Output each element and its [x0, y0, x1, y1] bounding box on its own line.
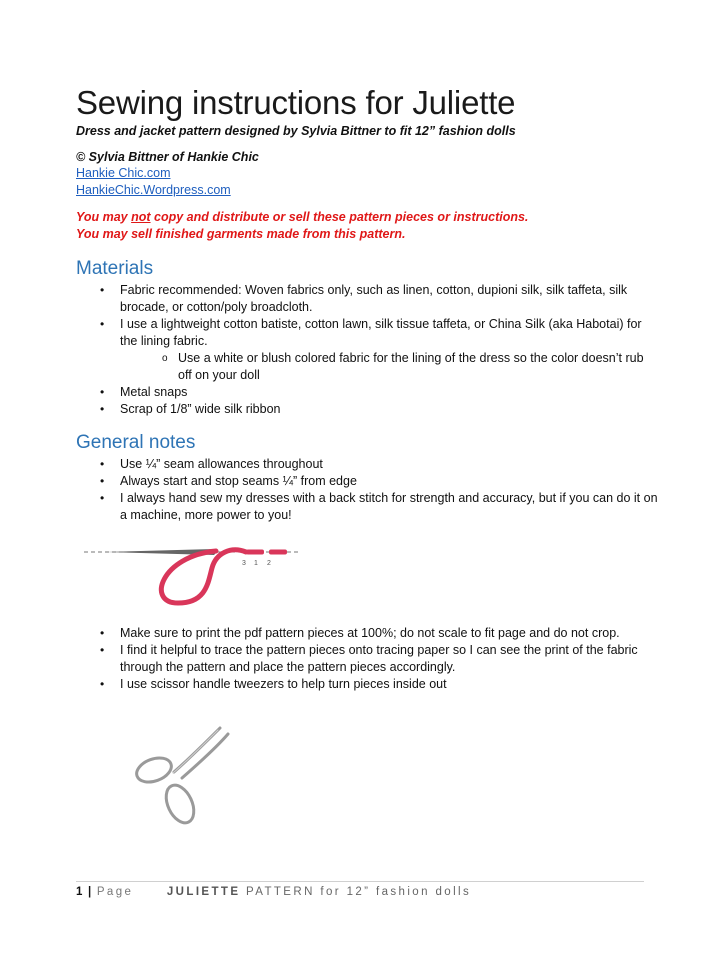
bullet-icon: • — [100, 385, 105, 399]
bullet-icon: • — [100, 283, 105, 297]
stitch-label-1: 1 — [254, 560, 258, 567]
page-footer — [76, 886, 471, 898]
stitch-label-3: 3 — [242, 560, 246, 567]
footer-title-rest: PATTERN for 12” fashion dolls — [246, 886, 472, 898]
list-item-text: Always start and stop seams ¼” from edge — [120, 474, 357, 488]
page-number: 1 — [76, 886, 83, 898]
copy-warning-not: not — [131, 210, 151, 224]
page-subtitle: Dress and jacket pattern designed by Sylvia Bittner to fit 12” fashion dolls — [76, 124, 516, 138]
copy-warning-post: copy and distribute or sell these pattern pieces or instructions. — [150, 210, 529, 224]
page-word: Page — [96, 886, 134, 898]
hankie-chic-link[interactable]: Hankie Chic.com — [76, 166, 171, 180]
bullet-icon: • — [100, 677, 105, 691]
stitch-label-2: 2 — [267, 560, 271, 567]
list-item — [100, 473, 660, 490]
footer-separator: | — [88, 886, 92, 898]
list-item — [100, 401, 660, 418]
list-item — [100, 642, 660, 676]
general-notes-list — [100, 456, 660, 524]
sell-notice: You may sell finished garments made from this pattern. — [76, 227, 406, 241]
copyright-line: © Sylvia Bittner of Hankie Chic — [76, 150, 259, 164]
copy-warning-pre: You may — [76, 210, 132, 224]
bullet-icon: • — [100, 457, 105, 471]
bullet-icon: • — [100, 491, 105, 505]
bullet-icon: • — [100, 626, 105, 640]
list-item — [100, 384, 660, 401]
materials-heading: Materials — [76, 258, 154, 279]
bullet-icon: • — [100, 474, 105, 488]
print-tips-list — [100, 625, 660, 693]
list-item — [100, 282, 660, 316]
tweezer-handle-loop — [161, 781, 200, 827]
bullet-icon: • — [100, 402, 105, 416]
sub-list-item-text: Use a white or blush colored fabric for the lining of the dress so the color doesn’t rub off on your doll — [178, 351, 644, 382]
list-item-text: I always hand sew my dresses with a back stitch for strength and accuracy, but if you can do it on a machine, more power to you! — [120, 491, 658, 522]
thread-loop — [161, 550, 246, 603]
stitch-mark — [246, 550, 264, 555]
sub-list-item — [120, 350, 660, 384]
bullet-icon: • — [100, 643, 105, 657]
list-item-text: Use ¼” seam allowances throughout — [120, 457, 323, 471]
copy-warning — [76, 210, 528, 224]
stitch-mark — [269, 550, 287, 555]
footer-divider — [76, 881, 644, 882]
footer-title-bold: JULIETTE — [166, 886, 241, 898]
page-title: Sewing instructions for Juliette — [76, 84, 516, 121]
list-item — [100, 625, 660, 642]
materials-list — [100, 282, 660, 418]
backstitch-needle-illustration — [66, 528, 306, 608]
list-item — [100, 676, 660, 693]
general-notes-heading: General notes — [76, 432, 196, 453]
list-item-text: Make sure to print the pdf pattern pieces at 100%; do not scale to fit page and do not crop. — [120, 626, 620, 640]
list-item — [100, 456, 660, 473]
tweezer-handle-loop — [133, 754, 174, 787]
list-item — [100, 316, 660, 384]
list-item-text: I use scissor handle tweezers to help turn pieces inside out — [120, 677, 447, 691]
list-item-text: Metal snaps — [120, 385, 188, 399]
list-item-text: Scrap of 1/8” wide silk ribbon — [120, 402, 281, 416]
list-item-text: Fabric recommended: Woven fabrics only, such as linen, cotton, dupioni silk, silk taffeta, silk brocade, or cotton/poly broadcloth. — [120, 283, 628, 314]
list-item-text: I find it helpful to trace the pattern pieces onto tracing paper so I can see the print of the fabric through the pattern and place the pattern pieces accordingly. — [120, 643, 638, 674]
circle-bullet-icon: o — [162, 353, 168, 364]
list-item-text: I use a lightweight cotton batiste, cotton lawn, silk tissue taffeta, or China Silk (aka Habotai) for the lining fabric. — [120, 317, 642, 348]
bullet-icon: • — [100, 317, 105, 331]
tweezer-arm — [182, 734, 228, 778]
list-item — [100, 490, 660, 524]
scissor-tweezers-icon — [128, 720, 238, 830]
wordpress-link[interactable]: HankieChic.Wordpress.com — [76, 183, 231, 197]
